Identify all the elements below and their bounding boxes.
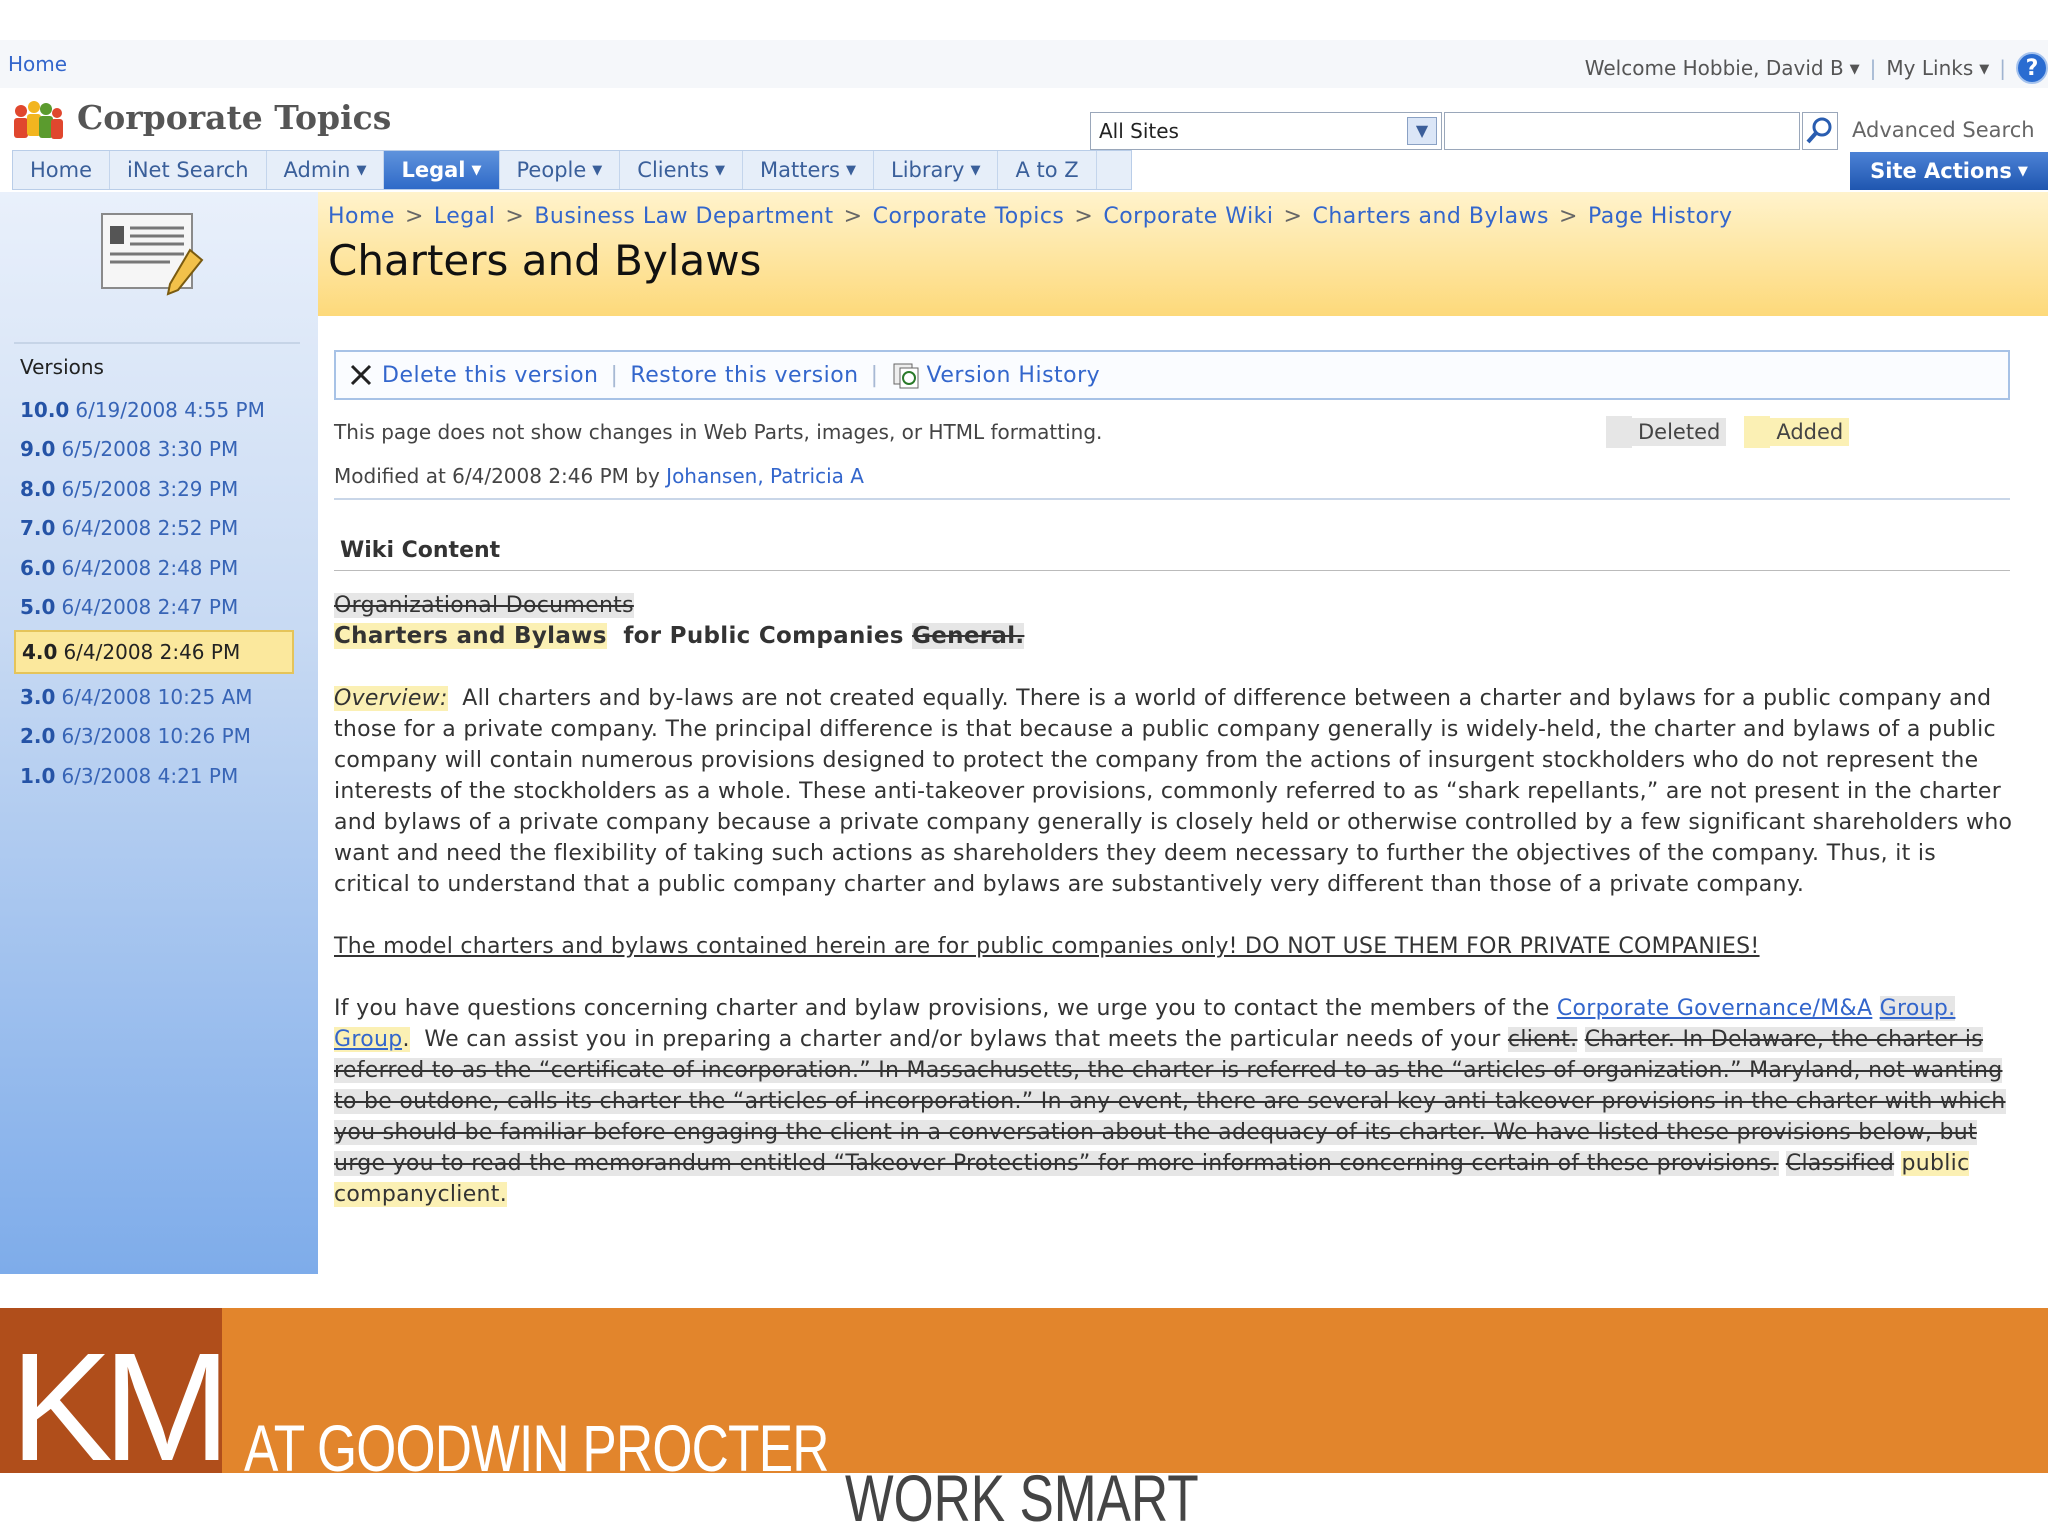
chevron-down-icon: ▼ (715, 162, 726, 178)
version-item[interactable] (14, 756, 294, 796)
work-smart-text: WORK SMART (845, 1461, 1199, 1535)
search-scope-select[interactable] (1090, 112, 1442, 150)
deleted-text: Classified (1785, 1151, 1895, 1176)
nav-tab-label: Library (891, 158, 965, 182)
version-toolbar (334, 350, 2010, 400)
contact-text: If you have questions concerning charter and bylaw provisions, we urge you to contact the members of the (334, 996, 1550, 1021)
welcome-menu[interactable] (1585, 56, 1860, 80)
site-actions-label: Site Actions (1870, 159, 2012, 183)
versions-label: Versions (20, 355, 104, 379)
page-title: Charters and Bylaws (328, 236, 762, 285)
site-title[interactable]: Corporate Topics (77, 98, 392, 137)
breadcrumb-item[interactable]: Corporate Wiki (1103, 204, 1274, 229)
deleted-text: General. (912, 623, 1025, 649)
deleted-label: Deleted (1632, 418, 1726, 446)
nav-tab-home[interactable] (13, 151, 110, 189)
version-number: 4.0 (22, 640, 58, 664)
deleted-swatch (1606, 416, 1632, 448)
delete-x-icon (348, 362, 374, 388)
nav-tab-label: People (516, 158, 587, 182)
version-number: 3.0 (20, 684, 56, 709)
version-number: 9.0 (20, 437, 56, 462)
chevron-down-icon: ▼ (846, 162, 856, 178)
breadcrumb-separator: > (843, 204, 863, 229)
breadcrumb-item[interactable]: Legal (433, 204, 496, 229)
divider: | (610, 362, 619, 388)
version-date: 6/4/2008 2:46 PM (63, 640, 241, 664)
people-logo-icon (12, 98, 64, 144)
version-number: 8.0 (20, 476, 56, 501)
version-number: 10.0 (20, 397, 70, 422)
deleted-text: Charter. In Delaware, the charter is referred to as the “certificate of incorporation.” In Massachusetts, the charter is referred to as the “articles of organization.” Maryland, not wanting to be outdone, calls its charter the “articles of incorporation.” In any event, there are several key anti-takeover provisions in the charter with which you should be familiar before engaging the client in a conversation about the adequacy of its charter. We have listed these provisions below, but urge you to read the memorandum entitled “Takeover Protections” for more information concerning certain of these provisions. (334, 1027, 2006, 1176)
versions-list (14, 390, 294, 796)
version-date: 6/19/2008 4:55 PM (75, 397, 265, 422)
my-links-menu[interactable] (1886, 56, 1989, 80)
version-item[interactable] (14, 390, 294, 430)
overview-label: Overview: (334, 686, 448, 711)
version-item[interactable] (14, 548, 294, 588)
nav-tab-label: Clients (637, 158, 710, 182)
breadcrumb-separator: > (505, 204, 525, 229)
chevron-down-icon: ▼ (1849, 62, 1860, 77)
nav-tab-legal[interactable] (384, 151, 499, 189)
nav-tab-label: Home (30, 158, 93, 182)
nav-tab-label: Matters (760, 158, 840, 182)
divider (334, 570, 2010, 571)
nav-tab-a-to-z[interactable] (998, 151, 1096, 189)
nav-tab-admin[interactable] (267, 151, 385, 189)
breadcrumb (328, 204, 1733, 229)
diff-legend (1606, 416, 1849, 448)
search-icon (1803, 113, 1837, 149)
advanced-search-link[interactable]: Advanced Search (1852, 118, 2035, 142)
global-home-link[interactable]: Home (8, 52, 68, 76)
version-date: 6/3/2008 4:21 PM (61, 763, 239, 788)
warning-text: The model charters and bylaws contained herein are for public companies only! DO NOT USE THEM FOR PRIVATE COMPANIES! (334, 934, 1760, 959)
version-date: 6/4/2008 2:47 PM (61, 595, 239, 620)
breadcrumb-separator: > (1283, 204, 1303, 229)
divider (334, 498, 2010, 500)
breadcrumb-separator: > (1559, 204, 1578, 229)
search-button[interactable] (1802, 112, 1838, 150)
title-row (0, 88, 2048, 152)
version-item[interactable] (14, 717, 294, 757)
nav-tab-label: iNet Search (127, 158, 249, 182)
restore-version-button[interactable]: Restore this version (630, 362, 859, 388)
modified-line (334, 464, 864, 488)
top-nav (12, 150, 1132, 190)
modified-text: Modified at 6/4/2008 2:46 PM by (334, 464, 660, 488)
nav-tab-label: Legal (401, 158, 466, 182)
version-item[interactable] (14, 509, 294, 549)
version-item[interactable] (14, 630, 294, 674)
breadcrumb-item[interactable]: Page History (1587, 204, 1733, 229)
version-history-link[interactable]: Version History (926, 362, 1101, 388)
corporate-governance-link[interactable]: Corporate Governance/M&A (1556, 996, 1873, 1021)
left-panel (0, 192, 318, 1274)
added-text: public companyclient. (334, 1151, 1970, 1207)
heading-text: for Public Companies (623, 623, 904, 649)
version-number: 5.0 (20, 595, 56, 620)
divider: | (1869, 56, 1877, 80)
my-links-text: My Links (1886, 56, 1974, 80)
breadcrumb-separator: > (404, 204, 424, 229)
page-edit-icon (80, 204, 220, 304)
added-text: . (402, 1027, 410, 1052)
deleted-text: client. (1507, 1027, 1578, 1052)
divider: | (870, 362, 879, 388)
page-header (318, 192, 2048, 316)
chevron-down-icon[interactable]: ▼ (1407, 117, 1437, 145)
version-item[interactable] (14, 677, 294, 717)
breadcrumb-item[interactable]: Corporate Topics (872, 204, 1065, 229)
assist-text: We can assist you in preparing a charter and/or bylaws that meets the particular needs of your (424, 1027, 1501, 1052)
welcome-text: Welcome Hobbie, David B (1584, 56, 1844, 80)
chevron-down-icon: ▼ (1979, 62, 1990, 77)
divider: | (1999, 56, 2006, 80)
search-input[interactable] (1444, 112, 1800, 150)
goodwin-procter-text: AT GOODWIN PROCTER (244, 1411, 829, 1485)
version-number: 1.0 (20, 763, 56, 788)
site-actions-button[interactable] (1850, 152, 2048, 190)
group-link[interactable]: Group (334, 1027, 403, 1052)
deleted-text: Organizational Documents (334, 593, 634, 618)
version-date: 6/3/2008 10:26 PM (61, 724, 251, 749)
version-date: 6/5/2008 3:30 PM (61, 437, 239, 462)
wiki-content-header: Wiki Content (340, 538, 501, 563)
nav-tab-library[interactable] (874, 151, 998, 189)
chevron-down-icon: ▼ (356, 162, 367, 178)
nav-tab-label: Admin (283, 158, 351, 182)
chevron-down-icon: ▼ (471, 162, 482, 178)
breadcrumb-item[interactable]: Charters and Bylaws (1312, 204, 1550, 229)
version-date: 6/4/2008 2:52 PM (61, 516, 239, 541)
divider (14, 342, 300, 344)
version-number: 6.0 (20, 555, 56, 580)
breadcrumb-separator: > (1074, 204, 1094, 229)
added-label: Added (1770, 418, 1849, 446)
version-item[interactable] (14, 469, 294, 509)
chevron-down-icon: ▼ (592, 162, 603, 178)
nav-tab-inet-search[interactable] (110, 151, 267, 189)
added-text: Charters and Bylaws (334, 623, 607, 649)
version-number: 7.0 (20, 516, 56, 541)
nav-tab-clients[interactable] (620, 151, 743, 189)
breadcrumb-item[interactable]: Home (328, 204, 395, 229)
version-history-icon (891, 360, 923, 390)
version-number: 2.0 (20, 724, 56, 749)
nav-tab-matters[interactable] (743, 151, 874, 189)
changes-notice: This page does not show changes in Web Parts, images, or HTML formatting. (334, 420, 1103, 444)
version-item[interactable] (14, 430, 294, 470)
version-date: 6/4/2008 10:25 AM (61, 684, 253, 709)
version-item[interactable] (14, 588, 294, 628)
breadcrumb-item[interactable]: Business Law Department (534, 204, 834, 229)
version-date: 6/5/2008 3:29 PM (61, 476, 239, 501)
wiki-content (334, 590, 2014, 1241)
km-logo-text: KM (10, 1321, 221, 1493)
added-swatch (1744, 416, 1770, 448)
chevron-down-icon: ▼ (2017, 163, 2028, 179)
chevron-down-icon: ▼ (970, 162, 981, 178)
global-bar (0, 40, 2048, 88)
nav-tab-label: A to Z (1015, 158, 1079, 182)
nav-tab-people[interactable] (500, 151, 621, 189)
delete-version-button[interactable]: Delete this version (382, 362, 599, 388)
version-date: 6/4/2008 2:48 PM (61, 555, 239, 580)
modified-by-link[interactable]: Johansen, Patricia A (666, 464, 864, 488)
deleted-link[interactable]: Group. (1879, 996, 1956, 1021)
overview-text: All charters and by-laws are not created equally. There is a world of difference between a charter and bylaws for a public company and those for a private company. The principal difference is that because a public company generally is widely-held, the charter and bylaws of a public company will contain numerous provisions designed to protect the company from the actions of insurgent stockholders who do not represent the interests of the stockholders as a whole. These anti-takeover provisions, commonly referred to as “shark repellants,” are not present in the charter and bylaws of a private company because a private company generally is closely held or otherwise controlled by a few significant shareholders who want and need the flexibility of taking such actions as shareholders they deem necessary to further the objectives of the company. Thus, it is critical to understand that a public company charter and bylaws are substantively very different than those of a private company. (334, 686, 2013, 897)
search-scope-value: All Sites (1099, 119, 1179, 143)
help-icon[interactable]: ? (2016, 52, 2048, 84)
